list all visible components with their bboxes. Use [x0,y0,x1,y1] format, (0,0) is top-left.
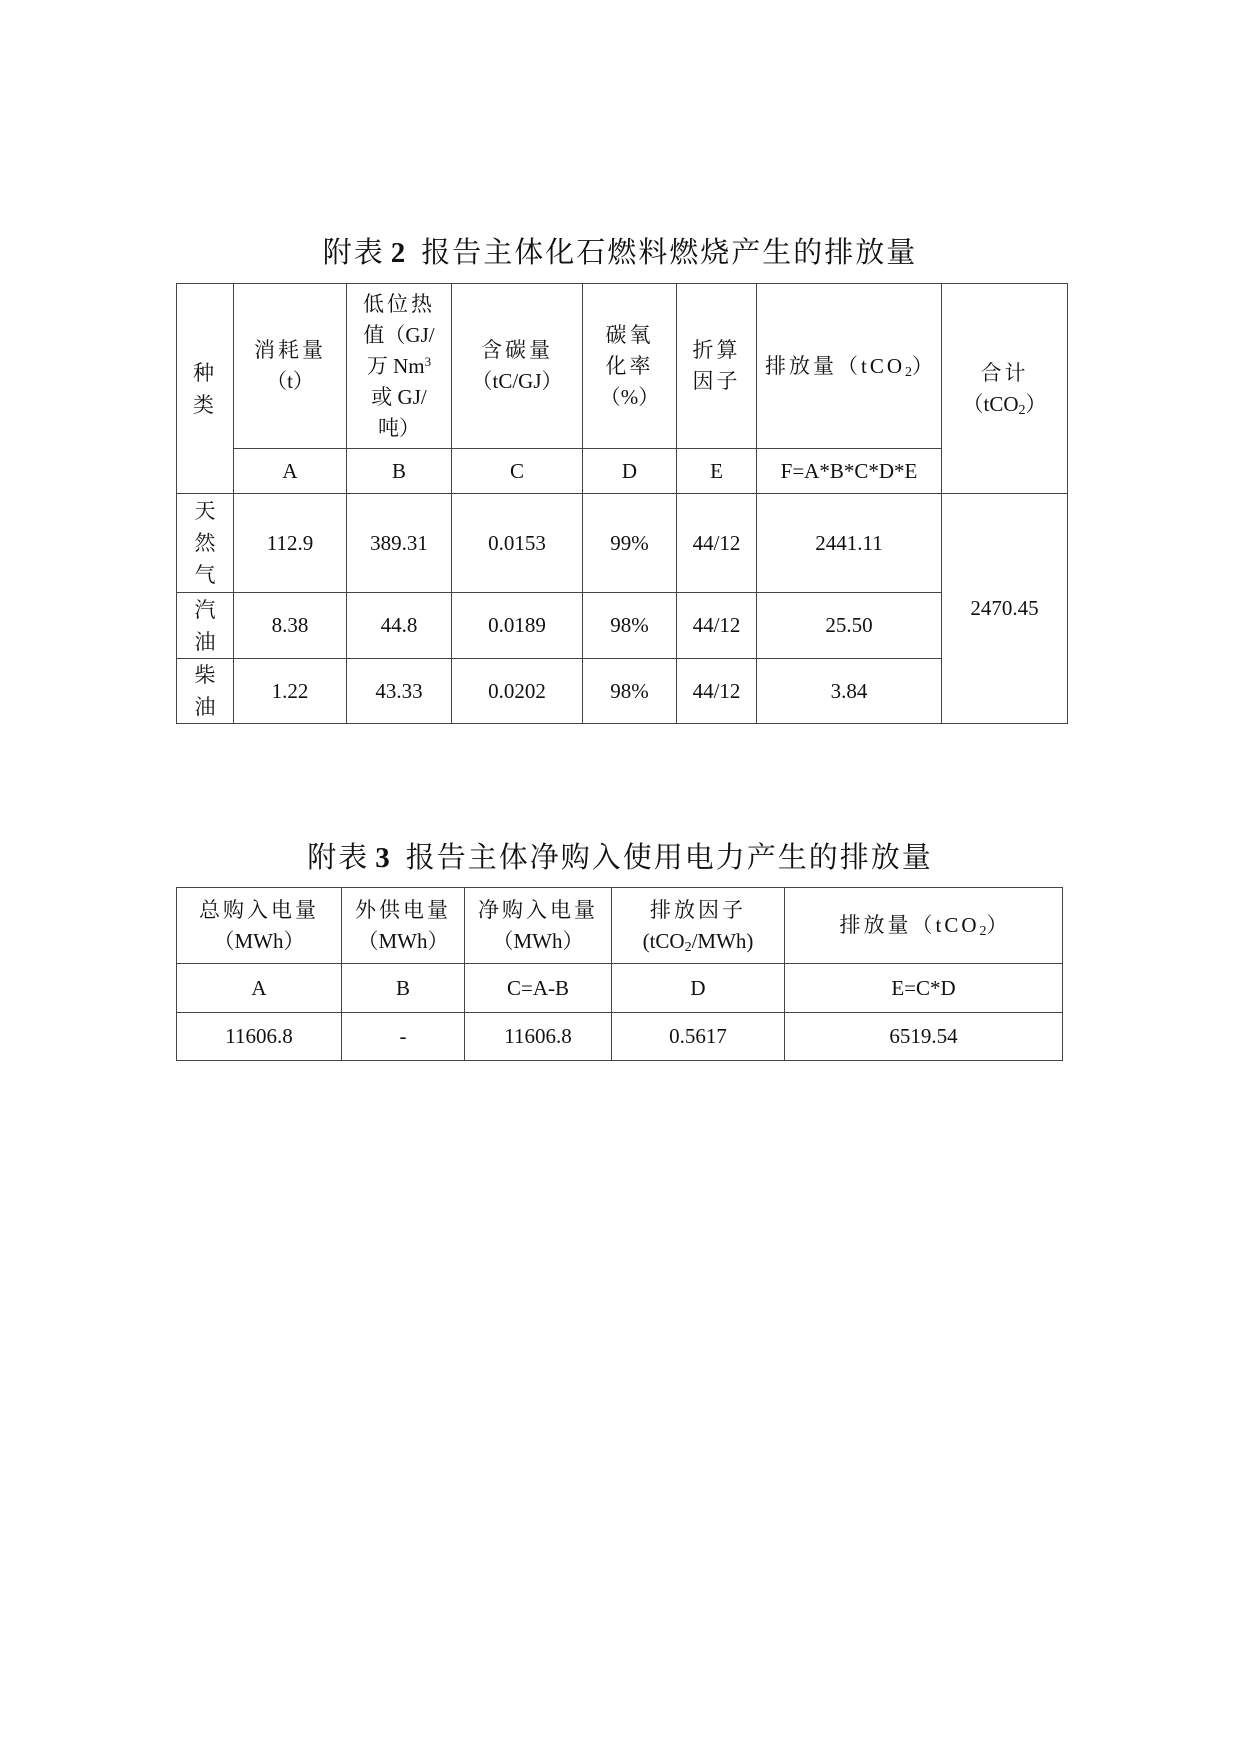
letter-cell: B [342,964,465,1013]
fossil-fuel-emissions-table [176,283,1068,724]
table-row [177,593,1068,659]
header-emission: 排放量（tCO$_2$） [757,284,942,449]
header-consumption: 消耗量 （t） [234,284,347,449]
fuel-type-cell: 汽 油 [177,593,234,659]
cell-b: 43.33 [347,659,452,724]
cell-e: 6519.54 [785,1013,1063,1061]
table3-header-row [177,888,1063,964]
cell-f: 3.84 [757,659,942,724]
purchased-electricity-emissions-table [176,887,1063,1061]
cell-d: 98% [583,659,677,724]
header-total: 合计 （tCO$_2$） [942,284,1068,494]
header-total-purchased: 总购入电量 （MWh） [177,888,342,964]
cell-f: 2441.11 [757,494,942,593]
cell-b: - [342,1013,465,1061]
table-row [177,1013,1063,1061]
letter-cell: F=A*B*C*D*E [757,449,942,494]
cell-b: 389.31 [347,494,452,593]
letter-cell: E [677,449,757,494]
cell-d: 98% [583,593,677,659]
table3-letter-row [177,964,1063,1013]
letter-cell: E=C*D [785,964,1063,1013]
header-conversion-factor: 折算 因子 [677,284,757,449]
table2-title-number: 2 [390,237,408,269]
cell-d: 99% [583,494,677,593]
cell-c: 0.0202 [452,659,583,724]
fuel-type-cell: 天 然 气 [177,494,234,593]
table2-title-prefix: 附表 [322,237,385,269]
header-net-purchased: 净购入电量 （MWh） [465,888,612,964]
cell-e: 44/12 [677,494,757,593]
letter-cell: A [177,964,342,1013]
table3-title-prefix: 附表 [307,842,370,874]
table3-title [0,835,1240,876]
header-type: 种 类 [177,284,234,494]
letter-cell: C=A-B [465,964,612,1013]
fuel-type-cell: 柴 油 [177,659,234,724]
cell-e: 44/12 [677,659,757,724]
letter-cell: A [234,449,347,494]
table2-title-text: 报告主体化石燃料燃烧产生的排放量 [421,237,918,269]
letter-cell: B [347,449,452,494]
table3-title-text: 报告主体净购入使用电力产生的排放量 [405,842,933,874]
cell-c: 0.0153 [452,494,583,593]
header-emission-factor: 排放因子 (tCO$_2$/MWh) [612,888,785,964]
header-ncv: 低位热 值（GJ/ 万 Nm$^3$ 或 GJ/ 吨） [347,284,452,449]
cell-b: 44.8 [347,593,452,659]
cell-c: 11606.8 [465,1013,612,1061]
table2-header-row [177,284,1068,449]
header-oxidation-rate: 碳氧 化率 （%） [583,284,677,449]
header-emission: 排放量（tCO$_2$） [785,888,1063,964]
letter-cell: D [612,964,785,1013]
table3-title-number: 3 [375,842,392,874]
table2-title [0,230,1240,271]
cell-c: 0.0189 [452,593,583,659]
total-cell: 2470.45 [942,494,1068,724]
letter-cell: C [452,449,583,494]
cell-a: 8.38 [234,593,347,659]
cell-d: 0.5617 [612,1013,785,1061]
cell-a: 1.22 [234,659,347,724]
table-row [177,659,1068,724]
table2-letter-row [177,449,1068,494]
letter-cell: D [583,449,677,494]
cell-a: 11606.8 [177,1013,342,1061]
cell-e: 44/12 [677,593,757,659]
cell-f: 25.50 [757,593,942,659]
cell-a: 112.9 [234,494,347,593]
header-supplied-out: 外供电量 （MWh） [342,888,465,964]
header-carbon-content: 含碳量 （tC/GJ） [452,284,583,449]
table-row [177,494,1068,593]
